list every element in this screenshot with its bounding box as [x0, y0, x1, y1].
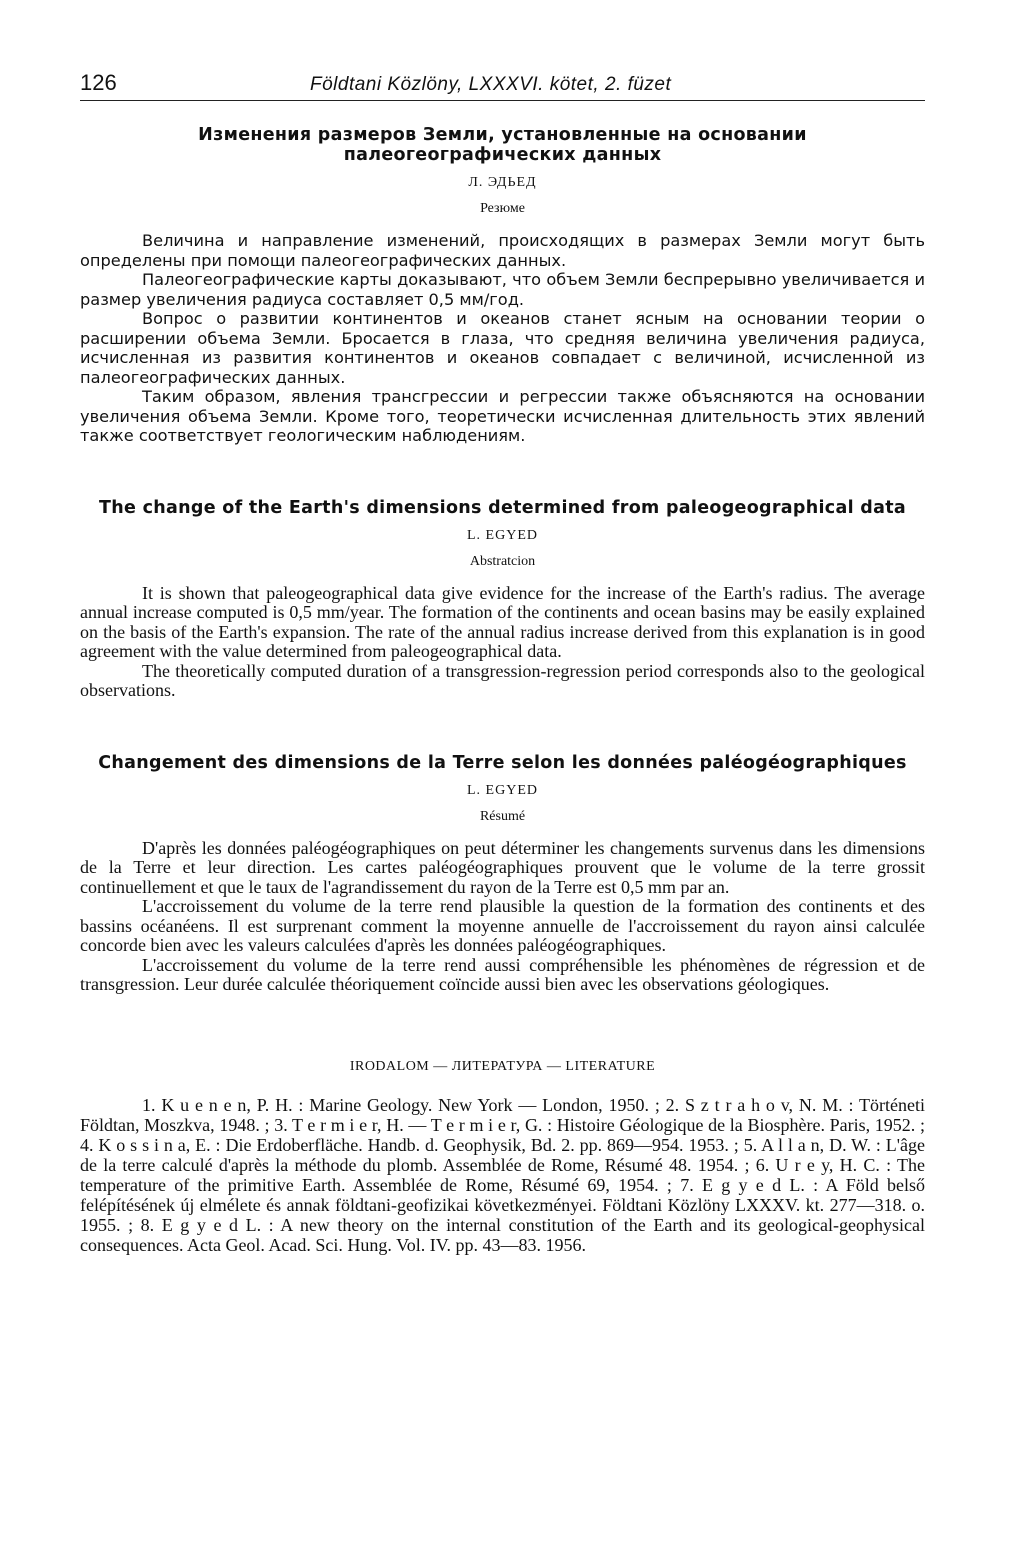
- french-body: [80, 839, 925, 995]
- russian-abstract: [80, 125, 925, 446]
- journal-title: Földtani Közlöny, LXXXVI. kötet, 2. füzet: [310, 74, 672, 95]
- paragraph: L'accroissement du volume de la terre rend aussi compréhensible les phénomènes de régression et de transgression. Leur durée calculée théoriquement coïncide aussi bien avec les observations géologiques.: [80, 954, 925, 994]
- reference-list: 1. K u e n e n, P. H. : Marine Geology. New York — London, 1950. ; 2. S z t r a h o v, N. M. : Történeti Földtan, Moszkva, 1948. ; 3. T e r m i e r, H. — T e r m i e r, G. : Histoire Géologique de la Biosphère. Paris, 1952. ; 4. K o s s i n a, E. : Die Erdoberfläche. Handb. d. Geophysik, Bd. 2. pp. 869—954. 1953. ; 5. A l l a n, D. W. : L'âge de la terre calculé d'après la méthode du plomb. Assemblée de Rome, Résumé 48. 1954. ; 6. U r e y, H. C. : The temperature of the primitive Earth. Assemblée de Rome, Résumé 69, 1954. ; 7. E g y e d L. : A Föld belső felépítésének új elmélete és annak földtani-geofizikai következményei. Földtani Közlöny LXXXV. kt. 277—318. o. 1955. ; 8. E g y e d L. : A new theory on the internal constitution of the Earth and its geological-geophysical consequences. Acta Geol. Acad. Sci. Hung. Vol. IV. pp. 43—83. 1956.: [80, 1094, 925, 1255]
- paragraph: L'accroissement du volume de la terre rend plausible la question de la formation des continents et des bassins océanéens. Il est surprenant comment la moyenne annuelle de l'accroissement du rayon ainsi calculée concorde bien avec les valeurs calculées d'après les données paléogéographiques.: [80, 896, 925, 955]
- english-body: [80, 584, 925, 701]
- french-author: L. EGYED: [467, 782, 538, 798]
- references: [80, 1095, 925, 1255]
- paragraph: D'après les données paléogéographiques on peut déterminer les changements survenus dans les dimensions de la Terre et leur direction. Les cartes paléogéographiques prouvent que le volume de la terre grossit continuellement et que le taux de l'agrandissement du rayon de la Terre est 0,5 mm par an.: [80, 837, 925, 897]
- paragraph: It is shown that paleogeographical data give evidence for the increase of the Earth's radius. The average annual increase computed is 0,5 mm/year. The formation of the continents and ocean basins may be easily explained on the basis of the Earth's expansion. The rate of the annual radius increase derived from this explanation is in good agreement with the value determined from paleogeographical data.: [80, 582, 925, 661]
- english-title: The change of the Earth's dimensions determined from paleogeographical data: [99, 497, 906, 518]
- paragraph: Палеогеографические карты доказывают, что объем Земли беспрерывно увеличивается и размер увеличения радиуса составляет 0,5 мм/год.: [80, 270, 925, 309]
- paragraph: Вопрос о развитии континентов и океанов станет ясным на основании теории о расширении объема Земли. Бросается в глаза, что средняя величина увеличения радиуса, исчисленная из развития континентов и океанов совпадает с величиной, исчисленной из палеогеографических данных.: [80, 309, 925, 387]
- french-abstract: [80, 753, 925, 995]
- page: [80, 70, 925, 1255]
- russian-body: [80, 231, 925, 446]
- english-label: Abstratcion: [469, 553, 536, 569]
- page-number: 126: [80, 70, 117, 95]
- english-abstract: [80, 498, 925, 701]
- russian-label: Резюме: [480, 201, 525, 216]
- english-author: L. EGYED: [467, 527, 538, 543]
- running-header: [80, 70, 925, 101]
- paragraph: Величина и направление изменений, происходящих в размерах Земли могут быть определены при помощи палеогеографических данных.: [80, 231, 925, 270]
- literature-heading: IRODALOM — ЛИТЕРАТУРА — LITERATURE: [349, 1058, 656, 1074]
- russian-author: Л. ЭДЬЕД: [468, 175, 537, 190]
- paragraph: The theoretically computed duration of a transgression-regression period corresponds also to the geological observations.: [80, 660, 925, 700]
- french-label: Résumé: [479, 808, 526, 824]
- russian-title: Изменения размеров Земли, установленные на основании палеогеографических данных: [198, 125, 807, 165]
- paragraph: Таким образом, явления трансгрессии и регрессии также объясняются на основании увеличения объема Земли. Кроме того, теоретически исчисленная длительность этих явлений также соответствует геологическим наблюдениям.: [80, 387, 925, 445]
- french-title: Changement des dimensions de la Terre selon les données paléogéographiques: [98, 752, 907, 773]
